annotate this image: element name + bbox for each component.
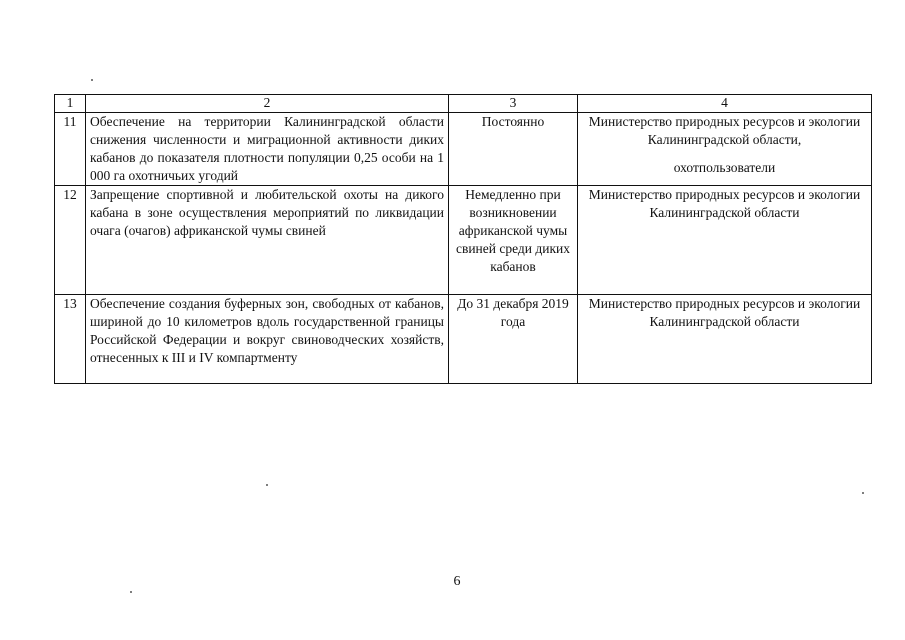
measure-text: Запрещение спортивной и любительской охоты на дикого кабана в зоне осуществления мероприятий по ликвидации очага (очагов) африканской чумы свиней — [86, 186, 449, 295]
table-header-row — [55, 95, 872, 113]
column-header: 3 — [449, 95, 578, 113]
measure-text: Обеспечение на территории Калининградской области снижения численности и миграционной активности диких кабанов до показателя плотности популяции 0,25 особи на 1 000 га охотничьих угодий — [86, 113, 449, 186]
row-number: 12 — [55, 186, 86, 295]
column-header: 4 — [578, 95, 872, 113]
executor-cell — [578, 113, 872, 186]
executor-text: Министерство природных ресурсов и экологии Калининградской области — [578, 295, 872, 384]
deadline-text: До 31 декабря 2019 года — [449, 295, 578, 384]
table-row — [55, 295, 872, 384]
measure-text: Обеспечение создания буферных зон, свободных от кабанов, шириной до 10 километров вдоль государственной границы Российской Федерации и вокруг свиноводческих хозяйств, отнесенных к III и IV компартменту — [86, 295, 449, 384]
scan-speck — [266, 484, 268, 486]
row-number: 13 — [55, 295, 86, 384]
deadline-text: Немедленно при возникновении африканской чумы свиней среди диких кабанов — [449, 186, 578, 295]
scan-speck — [130, 591, 132, 593]
executor-extra-text: охотпользователи — [673, 160, 776, 175]
scan-speck — [862, 492, 864, 494]
row-number: 11 — [55, 113, 86, 186]
table-row — [55, 186, 872, 295]
column-header: 2 — [86, 95, 449, 113]
deadline-text: Постоянно — [449, 113, 578, 186]
scan-speck — [91, 79, 93, 81]
page-number: 6 — [453, 574, 461, 589]
column-header: 1 — [55, 95, 86, 113]
table-row — [55, 113, 872, 186]
measures-table — [54, 94, 872, 384]
executor-text: Министерство природных ресурсов и экологии Калининградской области — [578, 186, 872, 295]
executor-text: Министерство природных ресурсов и экологии Калининградской области, — [588, 114, 861, 147]
